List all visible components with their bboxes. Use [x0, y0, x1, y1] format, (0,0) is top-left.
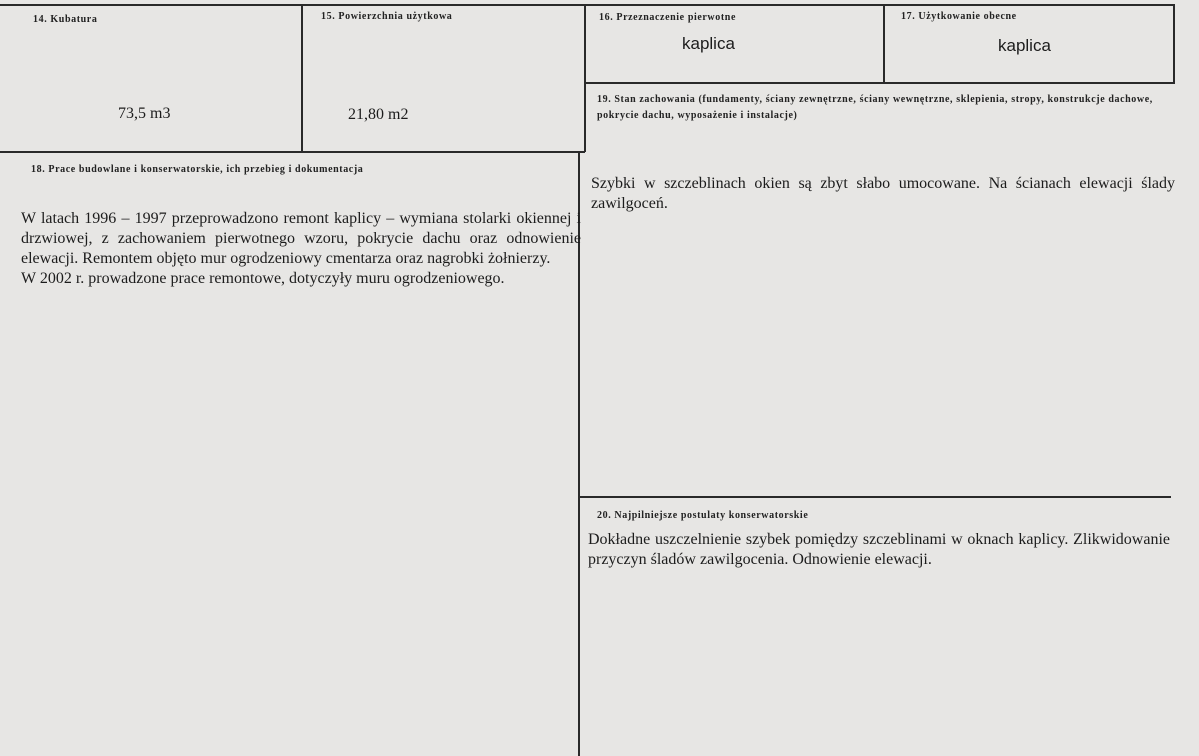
przeznaczenie-label: 16. Przeznaczenie pierwotne — [599, 12, 736, 23]
stan-label: 19. Stan zachowania (fundamenty, ściany zewnętrzne, ściany wewnętrzne, sklepienia, stropy, konstrukcje dachowe, pokrycie dachu, wyposażenie i instalacje) — [597, 94, 1153, 121]
top-row-bottom-line-left — [0, 151, 585, 153]
prace-paragraph-1: W latach 1996 – 1997 przeprowadzono remont kaplicy – wymiana stolarki okiennej i drzwiowej, z zachowaniem pierwotnego wzoru, pokrycie dachu oraz odnowienie elewacji. Remontem objęto mur ogrodzeniowy cmentarza oraz nagrobki żołnierzy. — [21, 210, 581, 267]
right-border-line — [1173, 4, 1175, 84]
uzytkowanie-value: kaplica — [998, 36, 1051, 55]
kubatura-label: 14. Kubatura — [33, 14, 98, 25]
prace-paragraph-2: W 2002 r. prowadzone prace remontowe, dotyczyły muru ogrodzeniowego. — [21, 270, 505, 287]
postulaty-text: Dokładne uszczelnienie szybek pomiędzy szczeblinami w oknach kaplicy. Zlikwidowanie przyczyn śladów zawilgocenia. Odnowienie elewacji. — [588, 531, 1170, 568]
prace-text — [21, 209, 581, 289]
top-border-line — [0, 4, 1175, 6]
divider-15-16 — [584, 4, 586, 152]
przeznaczenie-value: kaplica — [682, 34, 735, 53]
stan-text: Szybki w szczeblinach okien są zbyt słabo umocowane. Na ścianach elewacji ślady zawilgoceń. — [591, 175, 1175, 212]
top-row-bottom-line-right — [585, 82, 1175, 84]
divider-14-15 — [301, 4, 303, 152]
divider-16-17 — [883, 4, 885, 84]
powierzchnia-label: 15. Powierzchnia użytkowa — [321, 11, 453, 22]
powierzchnia-value: 21,80 m2 — [348, 106, 409, 123]
uzytkowanie-label: 17. Użytkowanie obecne — [901, 11, 1017, 22]
postulaty-top-line — [579, 496, 1171, 498]
prace-label: 18. Prace budowlane i konserwatorskie, ich przebieg i dokumentacja — [31, 164, 364, 175]
kubatura-value: 73,5 m3 — [118, 105, 171, 122]
postulaty-label: 20. Najpilniejsze postulaty konserwatorskie — [597, 510, 809, 521]
